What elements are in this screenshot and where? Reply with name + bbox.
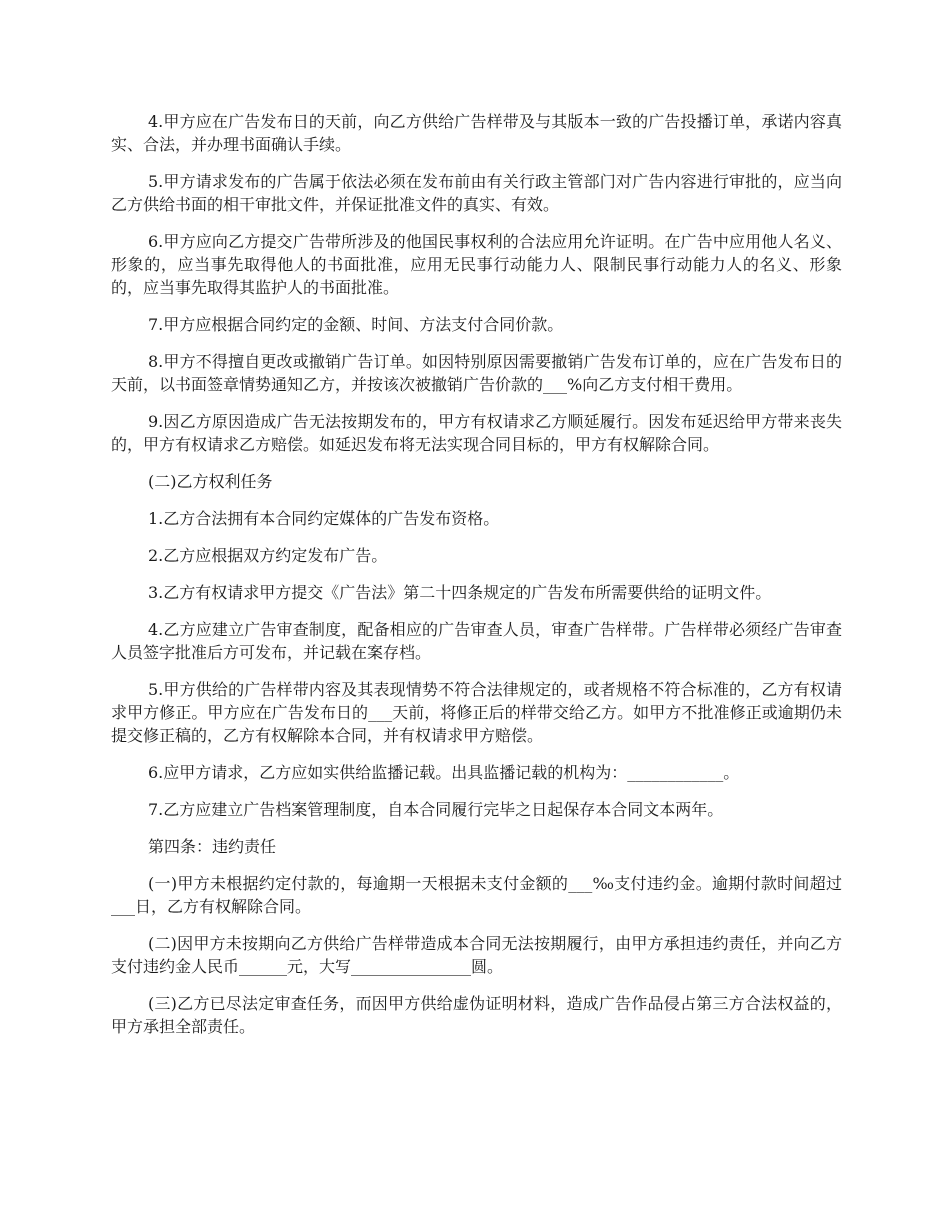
article-heading-liability: 第四条：违约责任 — [148, 837, 277, 856]
liability-clause-2: (二)因甲方未按期向乙方供给广告样带造成本合同无法按期履行，由甲方承担违约责任，并向乙方支付违约金人民币______元，大写_______________圆。 — [111, 934, 842, 976]
clause-party-a-6: 6.甲方应向乙方提交广告带所涉及的他国民事权利的合法应用允许证明。在广告中应用他人名义、形象的，应当事先取得他人的书面批准，应用无民事行动能力人、限制民事行动能力人的名义、形象的，应当事先取得其监护人的书面批准。 — [111, 232, 842, 297]
clause-party-a-8: 8.甲方不得擅自更改或撤销广告订单。如因特别原因需要撤销广告发布订单的，应在广告发布日的天前，以书面签章情势通知乙方，并按该次被撤销广告价款的___%向乙方支付相干费用。 — [111, 352, 842, 394]
clause-party-b-6: 6.应甲方请求，乙方应如实供给监播记载。出具监播记载的机构为：____________。 — [148, 763, 740, 782]
document-body — [111, 110, 842, 1052]
liability-clause-3: (三)乙方已尽法定审查任务，而因甲方供给虚伪证明材料，造成广告作品侵占第三方合法权益的，甲方承担全部责任。 — [111, 994, 842, 1036]
clause-party-a-9: 9.因乙方原因造成广告无法按期发布的，甲方有权请求乙方顺延履行。因发布延迟给甲方带来丧失的，甲方有权请求乙方赔偿。如延迟发布将无法实现合同目标的，甲方有权解除合同。 — [111, 412, 842, 454]
clause-party-a-4: 4.甲方应在广告发布日的天前，向乙方供给广告样带及与其版本一致的广告投播订单，承诺内容真实、合法，并办理书面确认手续。 — [111, 112, 842, 154]
section-heading-party-b: (二)乙方权利任务 — [148, 472, 273, 491]
clause-party-a-7: 7.甲方应根据合同约定的金额、时间、方法支付合同价款。 — [148, 315, 564, 334]
clause-party-b-1: 1.乙方合法拥有本合同约定媒体的广告发布资格。 — [148, 509, 500, 528]
clause-party-a-5: 5.甲方请求发布的广告属于依法必须在发布前由有关行政主管部门对广告内容进行审批的，应当向乙方供给书面的相干审批文件，并保证批准文件的真实、有效。 — [111, 172, 842, 214]
liability-clause-1: (一)甲方未根据约定付款的，每逾期一天根据未支付金额的___‰支付违约金。逾期付款时间超过___日，乙方有权解除合同。 — [111, 874, 842, 916]
clause-party-b-5: 5.甲方供给的广告样带内容及其表现情势不符合法律规定的，或者规格不符合标准的，乙方有权请求甲方修正。甲方应在广告发布日的___天前，将修正后的样带交给乙方。如甲方不批准修正或逾期仍未提交修正稿的，乙方有权解除本合同，并有权请求甲方赔偿。 — [111, 680, 842, 745]
clause-party-b-2: 2.乙方应根据双方约定发布广告。 — [148, 546, 388, 565]
clause-party-b-4: 4.乙方应建立广告审查制度，配备相应的广告审查人员，审查广告样带。广告样带必须经广告审查人员签字批准后方可发布，并记载在案存档。 — [111, 620, 842, 662]
clause-party-b-7: 7.乙方应建立广告档案管理制度，自本合同履行完毕之日起保存本合同文本两年。 — [148, 800, 724, 819]
clause-party-b-3: 3.乙方有权请求甲方提交《广告法》第二十四条规定的广告发布所需要供给的证明文件。 — [148, 583, 772, 602]
